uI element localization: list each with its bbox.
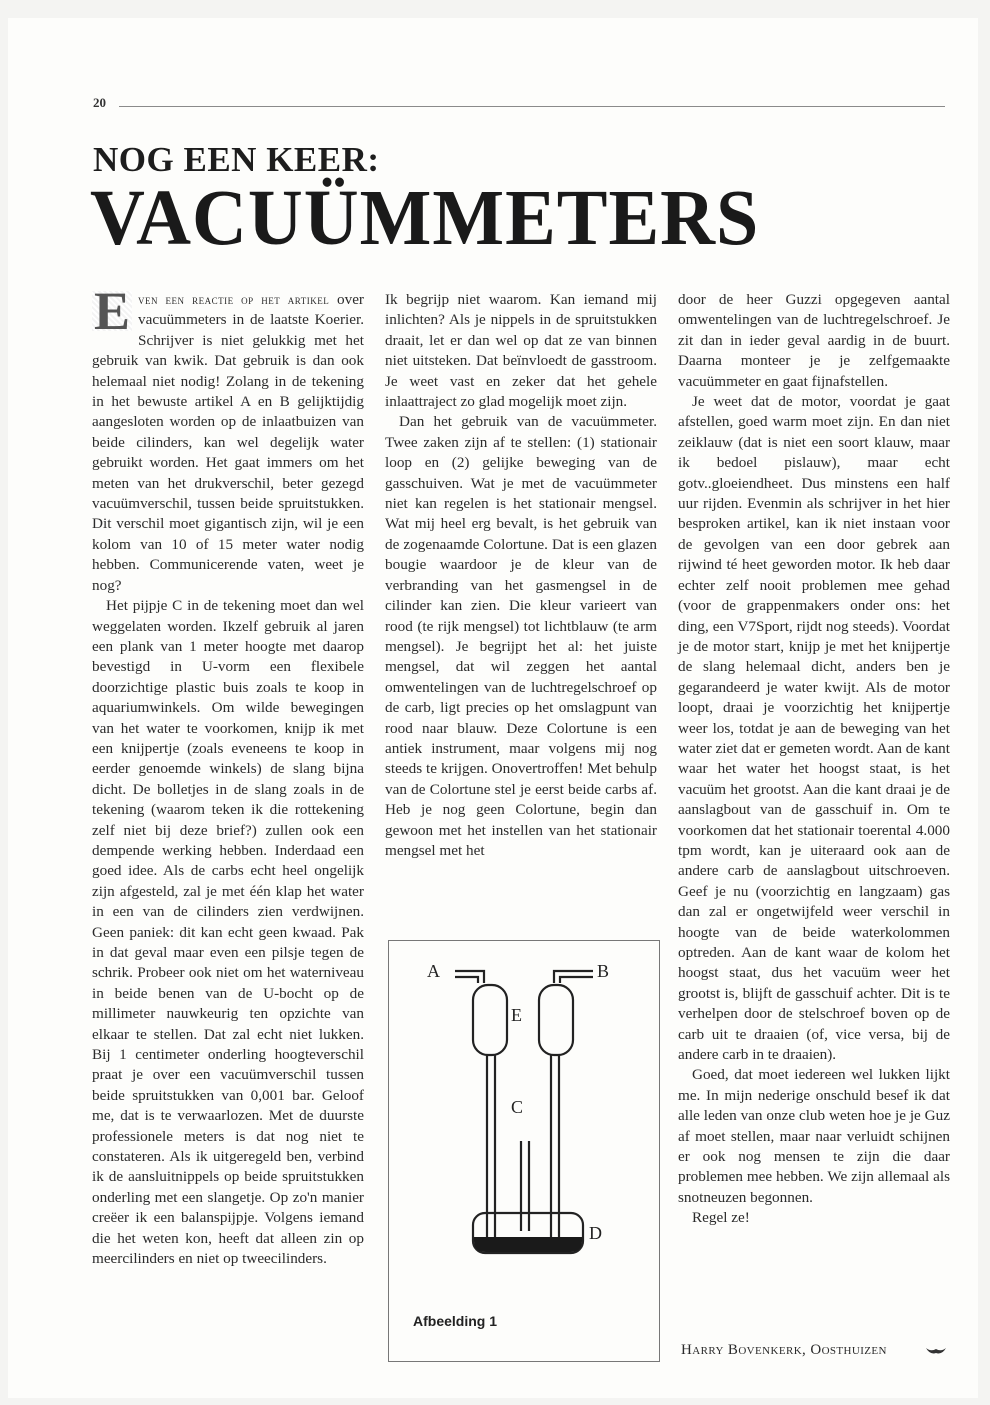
text-column-2 bbox=[385, 290, 657, 861]
page-header bbox=[93, 95, 945, 115]
inlet-tube-a-inner bbox=[455, 977, 478, 983]
damping-bulb-left bbox=[473, 985, 507, 1055]
article-title: VACUÜMMETERS bbox=[90, 173, 760, 262]
author-byline: Harry Bovenkerk, Oosthuizen bbox=[681, 1342, 887, 1358]
label-a: A bbox=[427, 961, 440, 981]
header-rule bbox=[119, 106, 945, 107]
label-b: B bbox=[597, 961, 610, 981]
article-kicker: NOG EEN KEER: bbox=[93, 140, 380, 179]
paragraph: Je weet dat de motor, voordat je gaat afstellen, goed warm moet zijn. En dan niet zeiklauw (dat is niet een soort klauw, maar ik bedoel pislauw), maar echt gotv..gloeiendheet. Dus minstens een half uur rijden. Evenmin als schrijver in het hier besproken artikel, kan ik niet instaan voor de gevolgen van een door gebrek aan rijwind té heet geworden motor. Ik heb daar echter zelf nooit problemen mee gehad (voor de grappenmakers onder ons: het ding, een V7Sport, rijdt nog steeds). Voordat je de motor start, knijp je met het knijpertje de slang helemaal dicht, anders ben je gegarandeerd je water kwijt. Als de motor loopt, draai je voorzichtig het knijpertje weer los, totdat je aan de beweging van het water ziet dat er gemeten wordt. Aan de kant waar het water het hoogst staat, is het vacuüm het grootst. Aan die kant draai je de aanslagbout van de gasschuif in. Om te voorkomen dat het stationair toerental 4.000 tpm wordt, kan je uiteraard ook aan de andere carb de aanslagbout uitschroeven. Geef je nu (voorzichtig en langzaam) gas dan zal er ongetwijfeld weer verschil in hoogte van de beide waterkolommen optreden. Aan de kant waar de kolom het hoogst staat, dus het vacuüm weer het grootst is, blijft de gasschuif achter. Dit is te verhelpen door de stelschroef boven op de carb uit te draaien (of, vice versa, bij de andere carb in te draaien). bbox=[678, 393, 950, 1064]
text-column-1 bbox=[92, 281, 364, 1270]
paragraph bbox=[92, 281, 364, 596]
manometer-diagram bbox=[389, 941, 659, 1361]
figure-caption: Afbeelding 1 bbox=[413, 1313, 498, 1329]
label-e: E bbox=[511, 1005, 522, 1025]
paragraph: Ik begrijp niet waarom. Kan iemand mij inlichten? Als je nippels in de spruitstukken draait, let er dan wel op dat ze van binnen niet uitsteken. Dat beïnvloedt de gasstroom. Je weet vast en zeker dat het gehele inlaattraject zo glad mogelijk moet zijn. bbox=[385, 291, 657, 411]
paragraph: door de heer Guzzi opgegeven aantal omwentelingen van de luchtregelschroef. Je zit dan in ieder geval aardig in de buurt. Daarna monteer je je zelfgemaakte vacuümmeter en gaat fijnafstellen. bbox=[678, 291, 950, 390]
liquid-fill bbox=[474, 1237, 582, 1252]
paragraph: Regel ze! bbox=[692, 1209, 750, 1227]
page-number: 20 bbox=[93, 95, 106, 110]
text-column-3 bbox=[678, 290, 950, 1229]
figure-vacuum-meter-diagram bbox=[388, 940, 660, 1362]
paragraph: Het pijpje C in de tekening moet dan wel weggelaten worden. Ikzelf gebruik al jaren een plank van 1 meter hoogte met daarop bevestigd in U-vorm een flexibele doorzichtige plastic buis zoals te koop in aquariumwinkels. Om wilde bewegingen van het water te voorkomen, knijp ik met een knijpertje (zoals eveneens te koop in eerder genoemde winkels) de slang bijna dicht. De bolletjes in de slang zoals in de tekening (waarom teken ik die rottekening zelf niet bij deze brief?) zullen ook een dempende werking hebben. Inderdaad een goed idee. Als de carbs echt heel ongelijk zijn afgesteld, zal je met één klap het water in een van de cilinders zien verdwijnen. Geen paniek: dit kan echt geen kwaad. Pak in dat geval maar even een pilsje tegen de schrik. Probeer ook niet om het waterniveau in beide benen van de U-bocht op de millimeter nauwkeurig ten opzichte van elkaar te stellen. Dat zal echt niet lukken. Bij 1 centimeter onderling hoogteverschil praat je over een vacuümverschil tussen beide spruitstukken van 0,001 bar. Geloof me, dat is te verwaarlozen. Met de duurste professionele meters is dat nog niet te constateren. Als ik uitgeregeld ben, verbind ik de aansluitnippels op beide spruitstukken onderling met een slangetje. Op zo'n manier creëer ik een balanspijpje. Volgens iemand die het weten kon, heeft dat alleen zin op meercilinders en niet op tweecilinders. bbox=[92, 597, 364, 1268]
inlet-tube-b-inner bbox=[560, 977, 593, 983]
label-d: D bbox=[589, 1223, 602, 1243]
drop-cap: E bbox=[93, 281, 131, 341]
label-c: C bbox=[511, 1097, 524, 1117]
lead-in: ven een reactie op het artikel bbox=[138, 293, 330, 307]
paragraph: Dan het gebruik van de vacuümmeter. Twee zaken zijn af te stellen: (1) stationair loop en (2) gelijke beweging van de gasschuiven. Wat je met de vacuümmeter niet kan regelen is het stationair mengsel. Wat mij heel erg bevalt, is het gebruik van de zogenaamde Colortune. Dat is een glazen bougie waardoor je de kleur van de verbranding van het gasmengsel in de cilinder kan zien. Die kleur varieert van rood (te rijk mengsel) tot lichtblauw (te arm mengsel). Je begrijpt het al: het juiste mengsel, dat wil zeggen het aantal omwentelingen van de luchtregelschroef op de carb, ligt precies op het omslagpunt van rood naar blauw. Deze Colortune is een antiek instrument, maar volgens mij nog steeds te krijgen. Onovertroffen! Met behulp van de Colortune stel je eerst beide carbs af. Heb je nog geen Colortune, begin dan gewoon met het instellen van het stationair mengsel met het bbox=[385, 413, 657, 859]
end-of-article-icon bbox=[925, 1346, 947, 1356]
damping-bulb-right bbox=[539, 985, 573, 1055]
paragraph-text: over vacuümmeters in de laatste Koerier. Schrijver is niet gelukkig met het gebruik van kwik. Dat gebruik is dan ook helemaal niet nodig! Zolang in de tekening in het bewuste artikel A en B gelijktijdig aangesloten worden op de inlaatbuizen van beide cilinders, kan wel degelijk water gebruikt worden. Het gaat immers om het meten van het drukverschil, beter gezegd vacuümverschil, tussen beide spruitstukken. Dit verschil moet gigantisch zijn, wil je een kolom van 10 of 15 meter water nodig hebben. Communicerende vaten, weet je nog? bbox=[92, 291, 364, 594]
paragraph: Goed, dat moet iedereen wel lukken lijkt me. In mijn nederige onschuld besef ik dat alle leden van onze club weten hoe je je Guz af moet stellen, maar naar verluidt schijnen er ook nog mensen te zijn die daar problemen mee hebben. We zijn allemaal als snotneuzen begonnen. bbox=[678, 1066, 950, 1206]
